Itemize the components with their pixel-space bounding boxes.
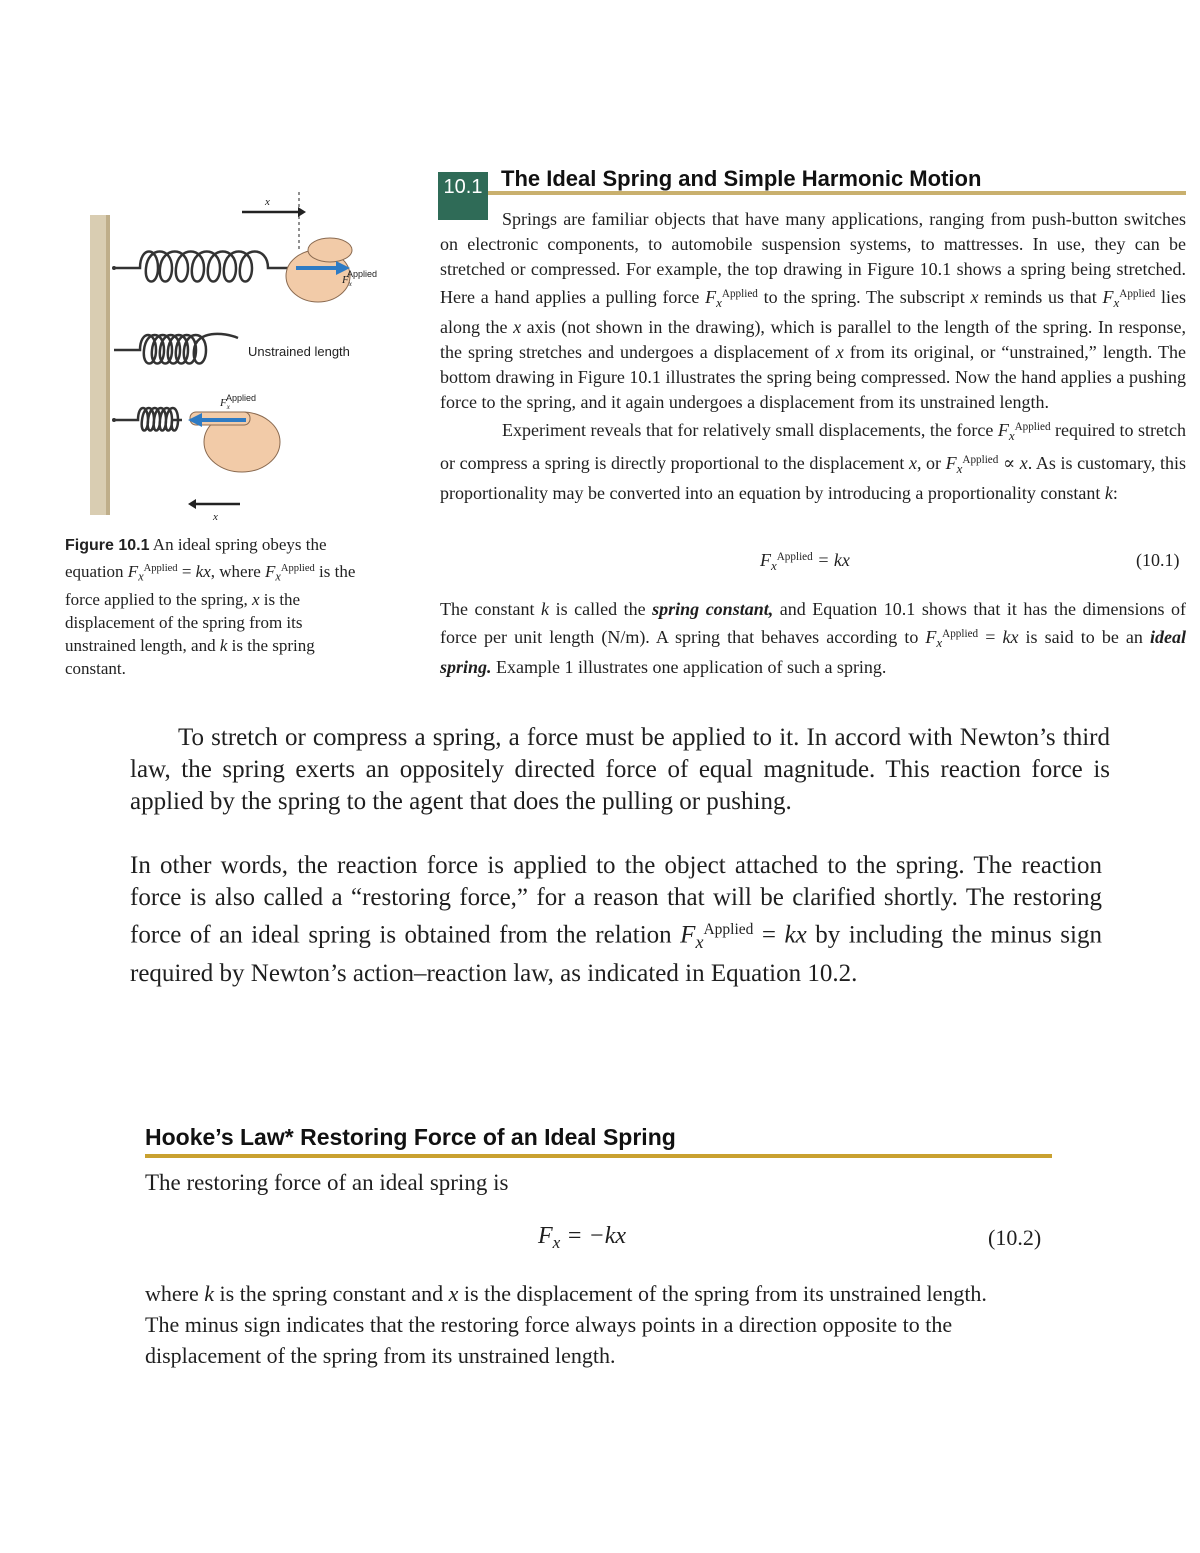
section-title-rule xyxy=(488,191,1186,195)
newton-third-law-paragraph: To stretch or compress a spring, a force must be applied to it. In accord with Newton’s third law, the spring exerts an oppositely directed force of equal magnitude. This reaction force is applied by the spring to the agent that does the pulling or pushing. xyxy=(130,724,1110,815)
spring-figure xyxy=(60,180,400,525)
hookes-law-intro: The restoring force of an ideal spring is xyxy=(145,1170,509,1195)
equation-10-2-number: (10.2) xyxy=(988,1225,1042,1250)
hookes-law-explanation: where k is the spring constant and x is the displacement of the spring from its unstrained length. The minus sign indicates that the restoring force always points in a direction opposite to the displacement of the spring from its unstrained length. xyxy=(145,1281,987,1368)
force-label-top: $F_x$ xyxy=(342,274,352,288)
applied-label-top: Applied xyxy=(347,269,378,279)
figure-caption: Figure 10.1 An ideal spring obeys the equation $F_x^{Applied}$ = kx, where $F_x^{Applied}$ is the force applied to the spring, x is the displacement of the spring from its unstrained length, and k is the spring constant. xyxy=(65,535,356,679)
applied-label-bottom: Applied xyxy=(226,393,257,403)
hookes-law-rule xyxy=(145,1154,1052,1158)
figure-label: Figure 10.1 xyxy=(65,537,150,554)
equation-10-1-number: (10.1) xyxy=(1136,550,1180,570)
restoring-force-paragraph: In other words, the reaction force is applied to the object attached to the spring. The reaction force is also called a “restoring force,” for a reason that will be clarified shortly. The restoring force of an ideal spring is obtained from the relation $F_x^{Applied}$ = kx by including the minus sign required by Newton’s action–reaction law, as indicated in Equation 10.2. xyxy=(130,852,1102,987)
force-label-bottom: $F_x$ xyxy=(220,397,230,411)
x-label-top: x xyxy=(265,196,270,208)
section-title: The Ideal Spring and Simple Harmonic Motion xyxy=(501,166,982,191)
equation-10-2: $F_x = -kx$ xyxy=(538,1223,627,1253)
spring-unstrained xyxy=(114,334,238,364)
section-body xyxy=(440,207,1186,506)
x-label-bottom: x xyxy=(213,511,218,523)
unstrained-length-label: Unstrained length xyxy=(248,344,350,359)
spring-stretched xyxy=(115,252,292,282)
paragraph-2: Experiment reveals that for relatively small displacements, the force $F_x^{Applied}$ required to stretch or compress a spring is directly proportional to the displacement x, or $F_x^{Applied} \propto x$. As is customary, this proportionality may be converted into an equation by introducing a proportionality constant k: xyxy=(440,420,1187,503)
paragraph-1: Springs are familiar objects that have many applications, ranging from push-button switches on electronic components, to automobile suspension systems, to mattresses. In use, they can be stretched or compressed. For example, the top drawing in Figure 10.1 shows a spring being stretched. Here a hand applies a pulling force $F_x^{Applied}$ to the spring. The subscript x reminds us that $F_x^{Applied}$ lies along the x axis (not shown in the drawing), which is parallel to the length of the spring. In response, the spring stretches and undergoes a displacement of x from its original, or “unstrained,” length. The bottom drawing in Figure 10.1 illustrates the spring being compressed. Now the hand applies a pushing force to the spring, and it again undergoes a displacement from its unstrained length. xyxy=(440,209,1186,412)
hookes-law-title: Hooke’s Law* Restoring Force of an Ideal Spring xyxy=(145,1124,676,1150)
paragraph-3: The constant k is called the spring constant, and Equation 10.1 shows that it has the dimensions of force per unit length (N/m). A spring that behaves according to $F_x^{Applied}$ = kx is said to be an ideal spring. Example 1 illustrates one application of such a spring. xyxy=(440,599,1187,677)
section-number: 10.1 xyxy=(443,176,483,198)
spring-compressed xyxy=(115,408,182,431)
equation-10-1: $F_x^{Applied}$ = kx xyxy=(760,550,850,573)
